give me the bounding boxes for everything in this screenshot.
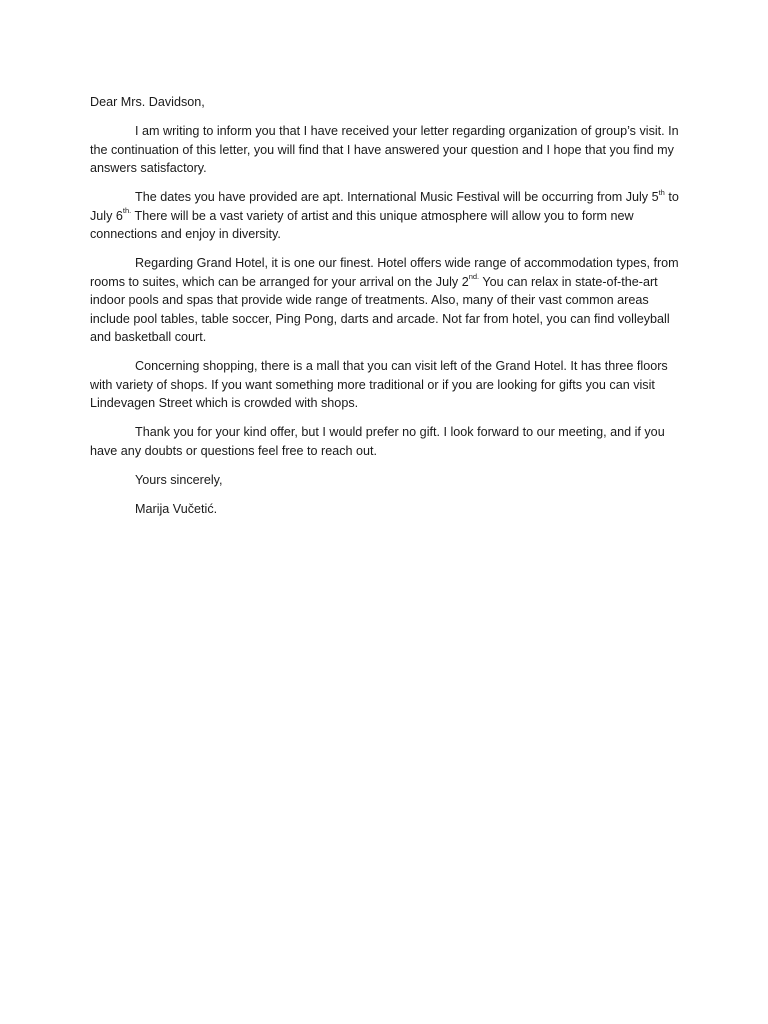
dates-text-b: to July 6 — [90, 190, 679, 223]
paragraph-thanks: Thank you for your kind offer, but I would prefer no gift. I look forward to our meeting, and if you have any doubts or questions feel free to reach out. — [90, 425, 665, 458]
dates-superscript-2: th. — [122, 206, 132, 216]
paragraph-hotel — [90, 254, 680, 347]
hotel-superscript: nd. — [468, 272, 480, 282]
paragraph-shopping: Concerning shopping, there is a mall that you can visit left of the Grand Hotel. It has three floors with variety of shops. If you want something more traditional or if you are looking for gifts you can visit Lindevagen Street which is crowded with shops. — [90, 359, 668, 410]
paragraph-dates — [90, 188, 680, 244]
hotel-text-b: You can relax in state-of-the-art indoor pools and spas that provide wide range of treatments. Also, many of their vast common areas include pool tables, table soccer, Ping Pong, darts and arcade. Not far from hotel, you can find volleyball and basketball court. — [90, 274, 670, 344]
signature: Marija Vučetić. — [135, 501, 218, 516]
dates-text-a: The dates you have provided are apt. International Music Festival will be occurring from July 5 — [135, 190, 659, 204]
dates-text-c: There will be a vast variety of artist and this unique atmosphere will allow you to form new connections and enjoy in diversity. — [90, 208, 634, 241]
dates-superscript-1: th — [658, 187, 665, 197]
hotel-text-a: Regarding Grand Hotel, it is one our finest. Hotel offers wide range of accommodation types, from rooms to suites, which can be arranged for your arrival on the July 2 — [90, 256, 679, 289]
letter-body — [90, 93, 680, 529]
closing: Yours sincerely, — [135, 472, 223, 487]
salutation: Dear Mrs. Davidson, — [90, 95, 205, 109]
paragraph-intro: I am writing to inform you that I have received your letter regarding organization of group’s visit. In the continuation of this letter, you will find that I have answered your question and I hope that you find my answers satisfactory. — [90, 124, 679, 175]
